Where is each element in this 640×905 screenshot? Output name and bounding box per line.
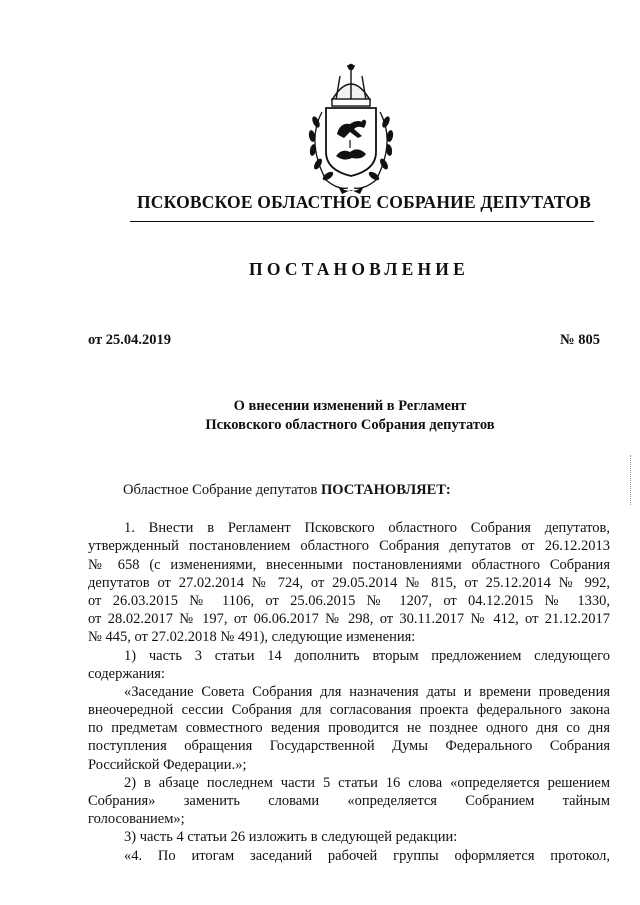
body-line: от 26.03.2015 № 1106, от 25.06.2015 № 1207, от 04.12.2015 № 1330, — [88, 592, 610, 609]
body-line: № 658 (с изменениями, внесенными постановлениями областного Собрания — [88, 556, 610, 573]
body-line: № 445, от 27.02.2018 № 491), следующие изменения: — [88, 629, 416, 646]
body-line: Российской Федерации.»; — [88, 756, 247, 773]
document-body — [88, 481, 610, 865]
body-line: содержания: — [88, 665, 166, 682]
document-subject — [150, 397, 550, 435]
coat-of-arms-emblem — [292, 62, 410, 198]
subject-line: О внесении изменений в Регламент — [233, 398, 467, 414]
preamble-decree-word: ПОСТАНОВЛЯЕТ: — [321, 482, 451, 498]
body-line: 2) в абзаце последнем части 5 статьи 16 слова «определяется решением — [124, 774, 610, 791]
body-line: депутатов от 27.02.2014 № 724, от 29.05.2014 № 815, от 25.12.2014 № 992, — [88, 574, 610, 591]
body-line: 1. Внести в Регламент Псковского областного Собрания депутатов, — [124, 520, 610, 537]
body-line: «4. По итогам заседаний рабочей группы оформляется протокол, — [124, 847, 610, 864]
body-line: Собрания» заменить словами «определяется Собранием тайным — [88, 793, 610, 810]
body-line: поступления обращения Государственной Думы Федерального Собрания — [88, 738, 610, 755]
body-line: от 28.02.2017 № 197, от 06.06.2017 № 298, от 30.11.2017 № 412, от 21.12.2017 — [88, 611, 610, 628]
body-line: внеочередной сессии Собрания для согласования проекта федерального закона — [88, 702, 610, 719]
body-line: «Заседание Совета Собрания для назначения даты и времени проведения — [124, 683, 610, 700]
header-divider — [130, 221, 594, 222]
preamble-text: Областное Собрание депутатов — [123, 482, 322, 498]
document-date: от 25.04.2019 — [88, 332, 172, 348]
scan-edge-mark — [630, 455, 633, 505]
subject-line: Псковского областного Собрания депутатов — [205, 417, 495, 433]
body-line: утвержденный постановлением областного Собрания депутатов от 26.12.2013 — [88, 538, 610, 555]
body-line: 3) часть 4 статьи 26 изложить в следующей редакции: — [124, 829, 458, 846]
document-number: № 805 — [560, 332, 600, 348]
document-type-heading: ПОСТАНОВЛЕНИЕ — [249, 259, 469, 279]
preamble — [88, 481, 610, 499]
body-line: голосованием»; — [88, 811, 185, 828]
body-line: по предметам совместного ведения проводится не позднее одного дня со дня — [88, 720, 610, 737]
organization-name: ПСКОВСКОЕ ОБЛАСТНОЕ СОБРАНИЕ ДЕПУТАТОВ — [136, 192, 592, 212]
body-line: 1) часть 3 статьи 14 дополнить вторым предложением следующего — [124, 647, 610, 664]
pskov-coat-of-arms-icon — [292, 62, 410, 198]
